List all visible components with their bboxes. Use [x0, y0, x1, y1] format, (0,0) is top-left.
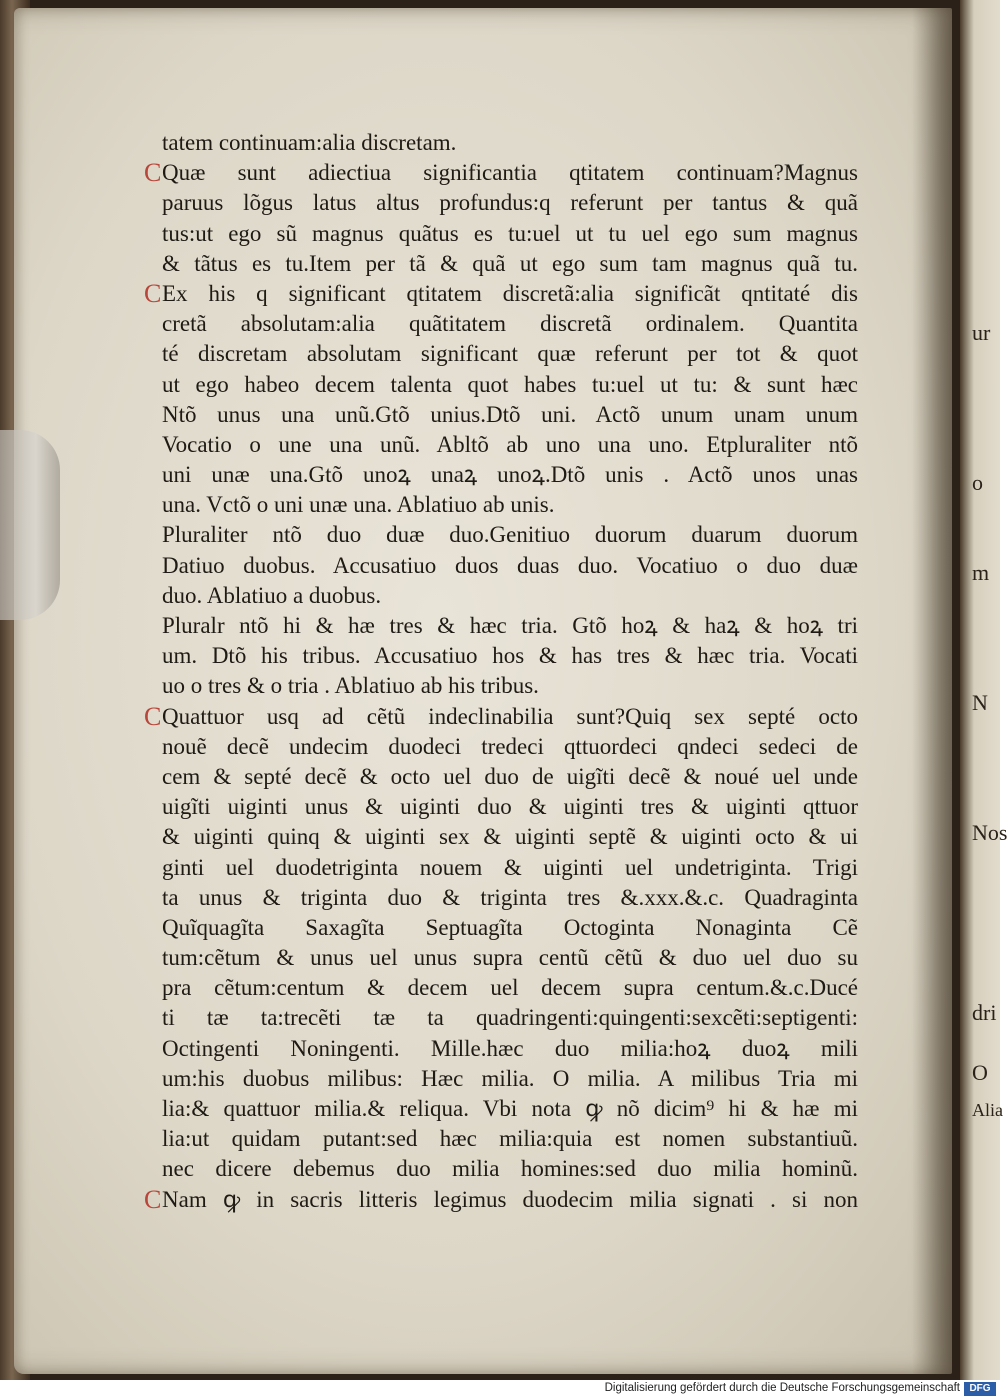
- text-line: & tãtus es tu.Item per tã & quã ut ego sum tam magnus quã tu.: [162, 250, 858, 276]
- text-line: cretã absolutam:alia quãtitatem discretã ordinalem. Quantita: [162, 311, 858, 337]
- facing-page-fragment: o: [972, 470, 983, 495]
- text-line: Pluraliter ntõ duo duæ duo.Genitiuo duorum duarum duorum: [162, 522, 858, 548]
- text-line: ti tæ ta:trecẽti tæ ta quadringenti:quingenti:sexcẽti:septigenti:: [162, 1005, 858, 1031]
- text-line: lia:ut quidam putant:sed hæc milia:quia est nomen substantiuũ.: [162, 1126, 858, 1152]
- text-line-content: Ex his q significant qtitatem discretã:alia significãt qntitaté dis: [162, 280, 858, 306]
- text-line: té discretam absolutam significant quæ referunt per tot & quot: [162, 341, 858, 367]
- footer-bar: [0, 1380, 1000, 1399]
- facing-page-fragment: m: [972, 560, 990, 585]
- text-line: Pluralr ntõ hi & hæ tres & hæc tria. Gtõ hoꝝ & haꝝ & hoꝝ tri: [162, 613, 858, 638]
- text-line: Datiuo duobus. Accusatiuo duos duas duo. Vocatiuo o duo duæ: [162, 552, 858, 578]
- text-line: uni unæ una.Gtõ unoꝝ unaꝝ unoꝝ.Dtõ unis . Actõ unos unas: [162, 462, 858, 488]
- text-line: ta unus & triginta duo & triginta tres &.xxx.&.c. Quadraginta: [162, 884, 858, 910]
- facing-page-fragment: ur: [972, 320, 991, 345]
- text-line: ginti uel duodetriginta nouem & uiginti uel undetriginta. Trigi: [162, 854, 858, 880]
- text-line: uo o tres & o tria . Ablatiuo ab his tribus.: [162, 673, 539, 699]
- text-line: Vocatio o une una unũ. Abltõ ab uno una uno. Etpluraliter ntõ: [162, 431, 858, 457]
- facing-page-fragment: O: [972, 1060, 988, 1085]
- facing-page-fragment: dri: [972, 1000, 997, 1025]
- text-line: & uiginti quinq & uiginti sex & uiginti septẽ & uiginti octo & ui: [162, 824, 858, 850]
- text-line: um. Dtõ his tribus. Accusatiuo hos & has tres & hæc tria. Vocati: [162, 643, 858, 669]
- text-line: cem & septé decẽ & octo uel duo de uigĩti decẽ & noué uel unde: [162, 763, 858, 789]
- dfg-logo: DFG: [964, 1382, 996, 1396]
- text-line: um:his duobus milibus: Hæc milia. O milia. A milibus Tria mi: [162, 1065, 858, 1091]
- text-line: paruus lõgus latus altus profundus:q referunt per tantus & quã: [162, 190, 858, 216]
- text-line: nec dicere debemus duo milia homines:sed duo milia hominũ.: [162, 1156, 858, 1182]
- text-line: duo. Ablatiuo a duobus.: [162, 582, 382, 608]
- text-line: ut ego habeo decem talenta quot habes tu:uel ut tu: & sunt hæc: [162, 371, 858, 397]
- text-line: nouẽ decẽ undecim duodeci tredeci qttuordeci qndeci sedeci de: [162, 733, 858, 759]
- rubric-mark: C: [144, 278, 162, 308]
- facing-page-fragment: N: [972, 690, 988, 715]
- text-line: [144, 278, 858, 309]
- text-line: una. Vctõ o uni unæ una. Ablatiuo ab unis.: [162, 492, 555, 518]
- text-line: tatem continuam:alia discretam.: [162, 130, 457, 155]
- text-line: tus:ut ego sũ magnus quãtus es tu:uel ut tu uel ego sum magnus: [162, 220, 858, 246]
- text-line-content: Quæ sunt adiectiua significantia qtitatem continuam?Magnus: [162, 160, 858, 186]
- text-line: Quĩquagĩta Saxagĩta Septuagĩta Octoginta Nonaginta Cẽ: [162, 914, 858, 940]
- text-line: [144, 158, 858, 188]
- rubric-mark: C: [144, 1184, 162, 1214]
- facing-page-fragment: Alia: [972, 1100, 1003, 1120]
- text-line: lia:& quattuor milia.& reliqua. Vbi nota ꝙ nõ dicim⁹ hi & hæ mi: [162, 1096, 858, 1121]
- facing-page-fragment: Nos: [972, 820, 1007, 845]
- text-line-content: Quattuor usq ad cẽtũ indeclinabilia sunt?Quiq sex septé octo: [162, 703, 858, 729]
- text-line-content: Nam ꝙ in sacris litteris legimus duodecim milia signati . si non: [162, 1186, 858, 1212]
- page-gutter-shadow: [912, 8, 952, 1374]
- text-line: pra cẽtum:centum & decem uel decem supra centum.&.c.Ducé: [162, 975, 858, 1001]
- text-line: uigĩti uiginti unus & uiginti duo & uiginti tres & uiginti qttuor: [162, 794, 858, 820]
- text-line: [144, 1184, 858, 1215]
- text-line: Octingenti Noningenti. Mille.hæc duo milia:hoꝝ duoꝝ mili: [162, 1035, 858, 1061]
- rubric-mark: C: [144, 701, 162, 731]
- page-clip: [0, 430, 60, 620]
- funding-credit: Digitalisierung gefördert durch die Deutsche Forschungsgemeinschaft: [604, 1382, 960, 1394]
- page-text: [144, 128, 858, 1215]
- text-line: tum:cẽtum & unus uel unus supra centũ cẽtũ & duo uel duo su: [162, 945, 858, 971]
- rubric-mark: C: [144, 158, 162, 188]
- text-line: [144, 701, 858, 732]
- text-line: Ntõ unus una unũ.Gtõ unius.Dtõ uni. Actõ unum unam unum: [162, 401, 858, 427]
